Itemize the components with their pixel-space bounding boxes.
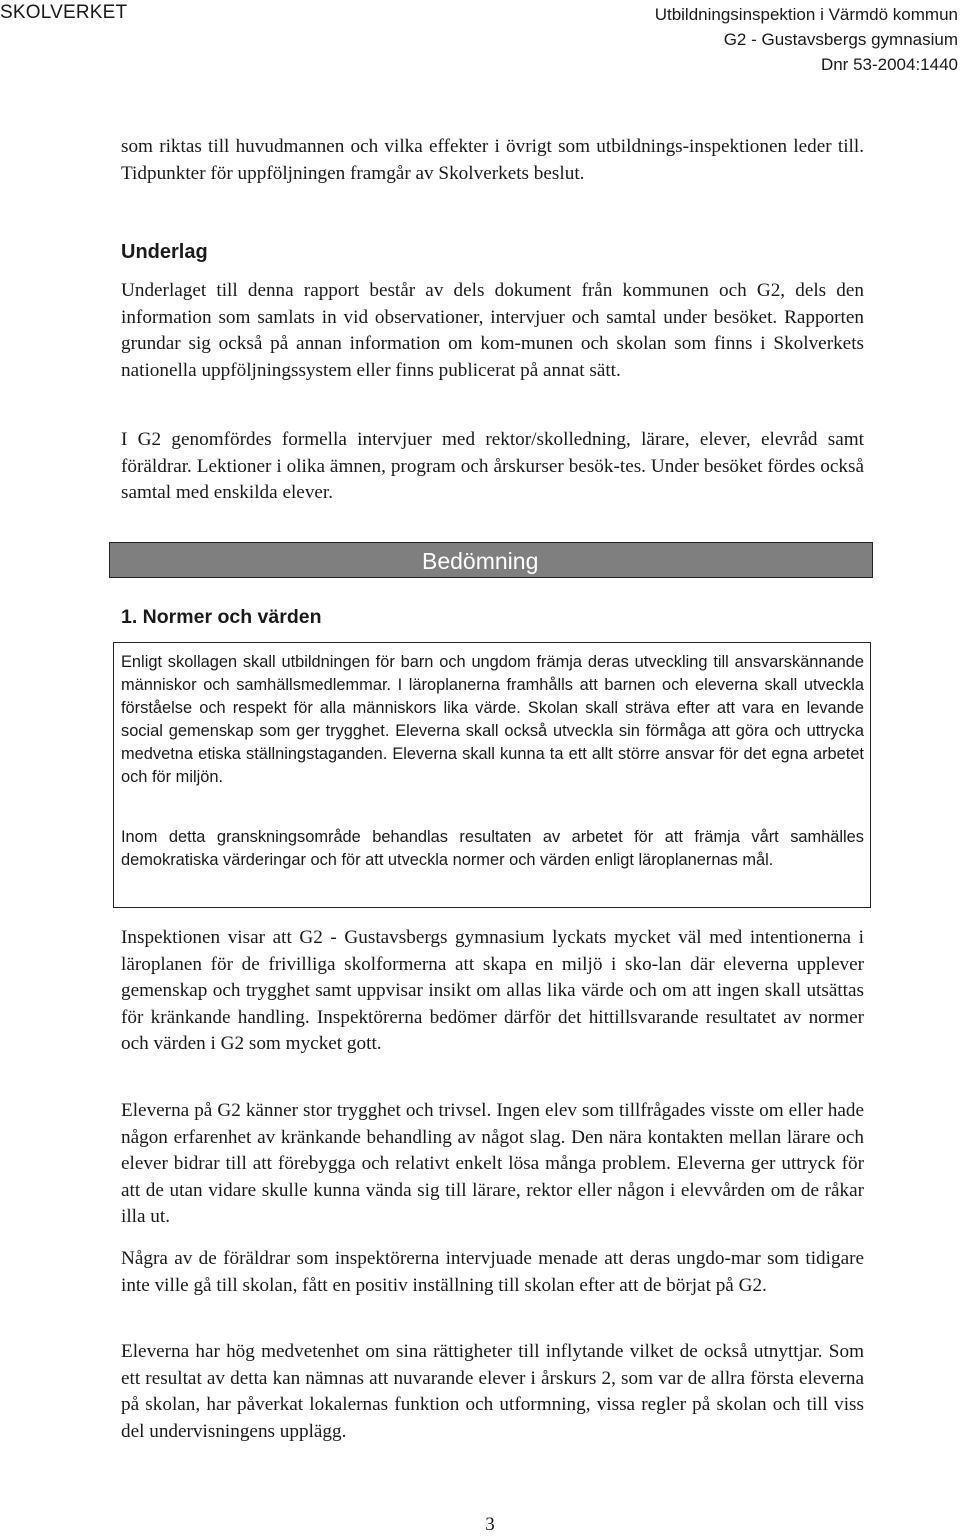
assessment-banner <box>109 542 873 578</box>
underlag-paragraph-2: I G2 genomfördes formella intervjuer med rektor/skolledning, lärare, elever, elevråd samt föräldrar. Lektioner i olika ämnen, program och årskurser besök-tes. Under besöket fördes också samtal med enskilda elever. <box>121 429 864 503</box>
page-number: 3 <box>485 1514 495 1535</box>
header-title: Utbildningsinspektion i Värmdö kommun <box>654 5 958 24</box>
underlag-paragraph-1: Underlaget till denna rapport består av dels dokument från kommunen och G2, dels den information som samlats in vid observationer, intervjuer och samtal under besöket. Rapporten grundar sig också på annan information om kom-munen och skolan som finns i Skolverkets nationella uppföljningssystem eller finns publicerat på annat sätt. <box>121 280 864 381</box>
norm-box-paragraph-1: Enligt skollagen skall utbildningen för barn och ungdom främja deras utveckling till ansvarskännande människor och samhällsmedlemmar. I läroplanerna framhålls att barnen och eleverna skall utveckla förståelse och respekt för alla människors lika värde. Skolan skall sträva efter att vara en levande social gemenskap som ger trygghet. Eleverna skall också utveckla sin förmåga att göra och uttrycka medvetna etiska ställningstaganden. Eleverna skall kunna ta ett allt större ansvar för det egna arbetet och för miljön. <box>121 653 864 786</box>
assessment-paragraph-1: Inspektionen visar att G2 - Gustavsbergs gymnasium lyckats mycket väl med intentionerna i läroplanen för de frivilliga skolformerna att skapa en miljö i sko-lan där eleverna upplever gemenskap och trygghet samt uppvisar insikt om allas lika värde och om att ingen skall utsättas för kränkande handling. Inspektörerna bedömer därför det hittillsvarande resultatet av normer och värden i G2 som mycket gott. <box>121 927 864 1054</box>
intro-paragraph: som riktas till huvudmannen och vilka effekter i övrigt som utbildnings-inspektionen leder till. Tidpunkter för uppföljningen framgår av Skolverkets beslut. <box>121 136 864 184</box>
norm-box-paragraph-2: Inom detta granskningsområde behandlas resultaten av arbetet för att främja vårt samhälles demokratiska värderingar och för att utveckla normer och värden enligt läroplanernas mål. <box>121 828 864 869</box>
header-school: G2 - Gustavsbergs gymnasium <box>723 30 958 49</box>
header-org: SKOLVERKET <box>0 2 128 23</box>
section-heading: 1. Normer och värden <box>121 606 322 628</box>
header-dnr: Dnr 53-2004:1440 <box>820 55 958 74</box>
assessment-paragraph-3: Några av de föräldrar som inspektörerna intervjuade menade att deras ungdo-mar som tidigare inte ville gå till skolan, fått en positiv inställning till skolan efter att de börjat på G2. <box>121 1248 864 1296</box>
header-meta <box>655 2 958 77</box>
assessment-banner-label: Bedömning <box>422 548 539 574</box>
assessment-paragraph-2: Eleverna på G2 känner stor trygghet och trivsel. Ingen elev som tillfrågades visste om eller hade någon erfarenhet av kränkande behandling av något slag. Den nära kontakten mellan lärare och elever bidrar till att förebygga och relativt enkelt lösa många problem. Eleverna ger uttryck för att de utan vidare skulle kunna vända sig till lärare, rektor eller någon i elevvården om de råkar illa ut. <box>121 1100 864 1227</box>
assessment-paragraph-4: Eleverna har hög medvetenhet om sina rättigheter till inflytande vilket de också utnyttjar. Som ett resultat av detta kan nämnas att nuvarande elever i årskurs 2, som var de allra första eleverna på skolan, har påverkat lokalernas funktion och utformning, vissa regler på skolan och till viss del undervisningens upplägg. <box>121 1341 864 1442</box>
underlag-heading: Underlag <box>121 241 208 263</box>
